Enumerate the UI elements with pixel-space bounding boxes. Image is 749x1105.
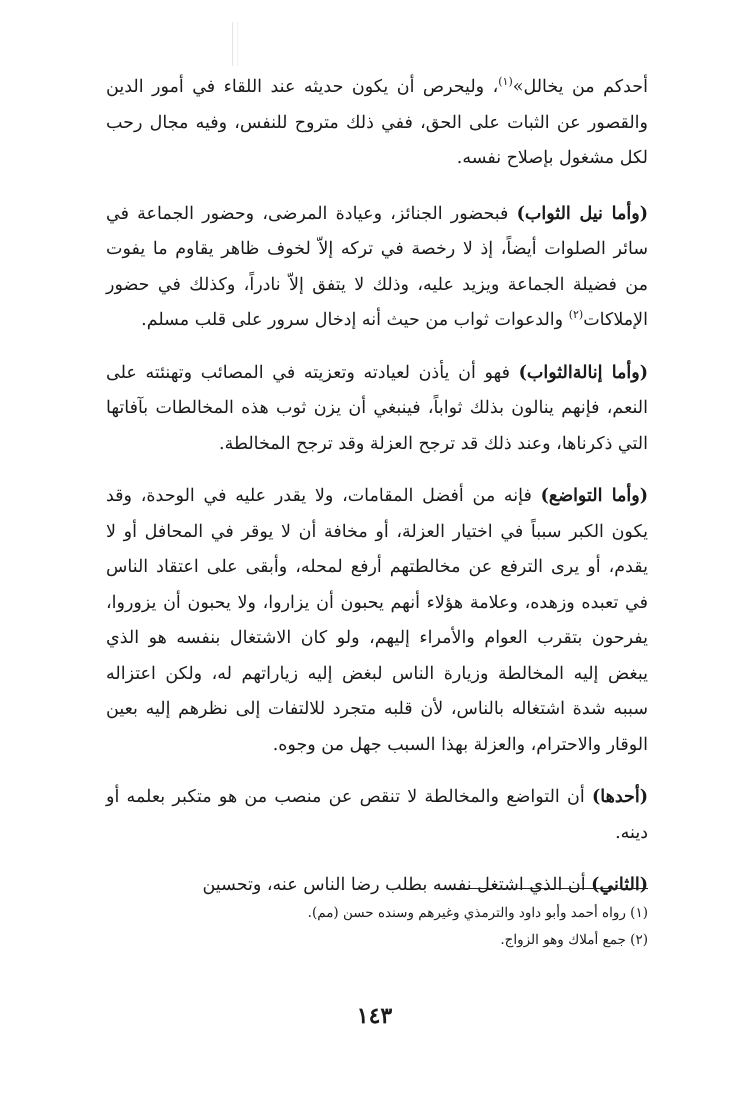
paragraph-5	[106, 780, 648, 851]
paragraph-text: فإنه من أفضل المقامات، ولا يقدر عليه في الوحدة، وقد يكون الكبر سبباً في اختيار العزلة، أو مخافة أن لا يوقر في المحافل أو لا يقدم، أو يرى الترفع عن مخالطتهم أرفع لمحله، وأبقى على اعتقاد الناس في تعبده وزهده، وعلامة هؤلاء أنهم يحبون أن يزاروا، ولا يحبون أن يزوروا، يفرحون بتقرب العوام والأمراء إليهم، ولو كان الاشتغال بنفسه هو الذي يبغض إليه المخالطة وزيارة الناس لبغض إليه زياراتهم له، ولكن اعتزاله سببه شدة اشتغاله بالناس، لأن قلبه متجرد للالتفات إلى نظرهم إليه بعين الوقار والاحترام، والعزلة بهذا السبب جهل من وجوه.	[106, 486, 648, 755]
paragraph-text: فهو أن يأذن لعيادته وتعزيته في المصائب وتهنئته على النعم، فإنهم ينالون بذلك ثواباً، فينبغي أن يزن ثوب هذه المخالطات بآفاتها التي ذكرناها، وعند ذلك قد ترجح العزلة وقد ترجح المخالطة.	[106, 362, 648, 454]
footnote-divider	[448, 888, 648, 889]
paragraph-3	[106, 356, 648, 463]
page-number: ١٤٣	[356, 1003, 393, 1029]
paragraph-lead: (وأما إنالةالثواب)	[518, 362, 648, 383]
main-text	[106, 70, 648, 921]
paragraph-lead: (أحدها)	[592, 787, 648, 807]
paragraph-lead: (وأما نيل الثواب)	[516, 203, 648, 224]
paragraph-text: أن الذي اشتغل نفسه بطلب رضا الناس عنه، وتحسين	[202, 875, 592, 895]
paragraph-text: أحدكم من يخالل»	[512, 77, 648, 97]
paragraph-2	[106, 197, 648, 339]
footnotes	[106, 900, 648, 954]
paragraph-text-continued: والدعوات ثواب من حيث أنه إدخال سرور على قلب مسلم.	[141, 310, 569, 330]
paragraph-lead: (الثاني)	[591, 875, 648, 895]
paragraph-text: فبحضور الجنائز، وعيادة المرضى، وحضور الجماعة في سائر الصلوات أيضاً، إذ لا رخصة في تركه إلاّ لخوف ظاهر يقاوم ما يفوت من فضيلة الجماعة ويزيد عليه، وذلك لا يتفق إلاّ نادراً، وكذلك في حضور الإملاكات	[106, 203, 648, 330]
scan-artifact	[232, 22, 238, 66]
paragraph-1	[106, 70, 648, 177]
paragraph-lead: (وأما التواضع)	[540, 486, 648, 506]
paragraph-4	[106, 479, 648, 763]
paragraph-6	[106, 868, 648, 904]
footnote-1: (١) رواه أحمد وأبو داود والترمذي وغيرهم وسنده حسن (مم).	[307, 905, 648, 921]
paragraph-text-continued: ، وليحرص أن يكون حديثه عند اللقاء في أمور الدين والقصور عن الثبات على الحق، ففي ذلك متروح للنفس، وفيه مجال رحب لكل مشغول بإصلاح نفسه.	[106, 77, 648, 168]
footnote-2: (٢) جمع أملاك وهو الزواج.	[500, 932, 648, 948]
footnote-ref: (١)	[498, 75, 513, 89]
paragraph-text: أن التواضع والمخالطة لا تنقص عن منصب من هو متكبر بعلمه أو دينه.	[106, 787, 648, 843]
footnote-ref: (٢)	[568, 308, 584, 322]
